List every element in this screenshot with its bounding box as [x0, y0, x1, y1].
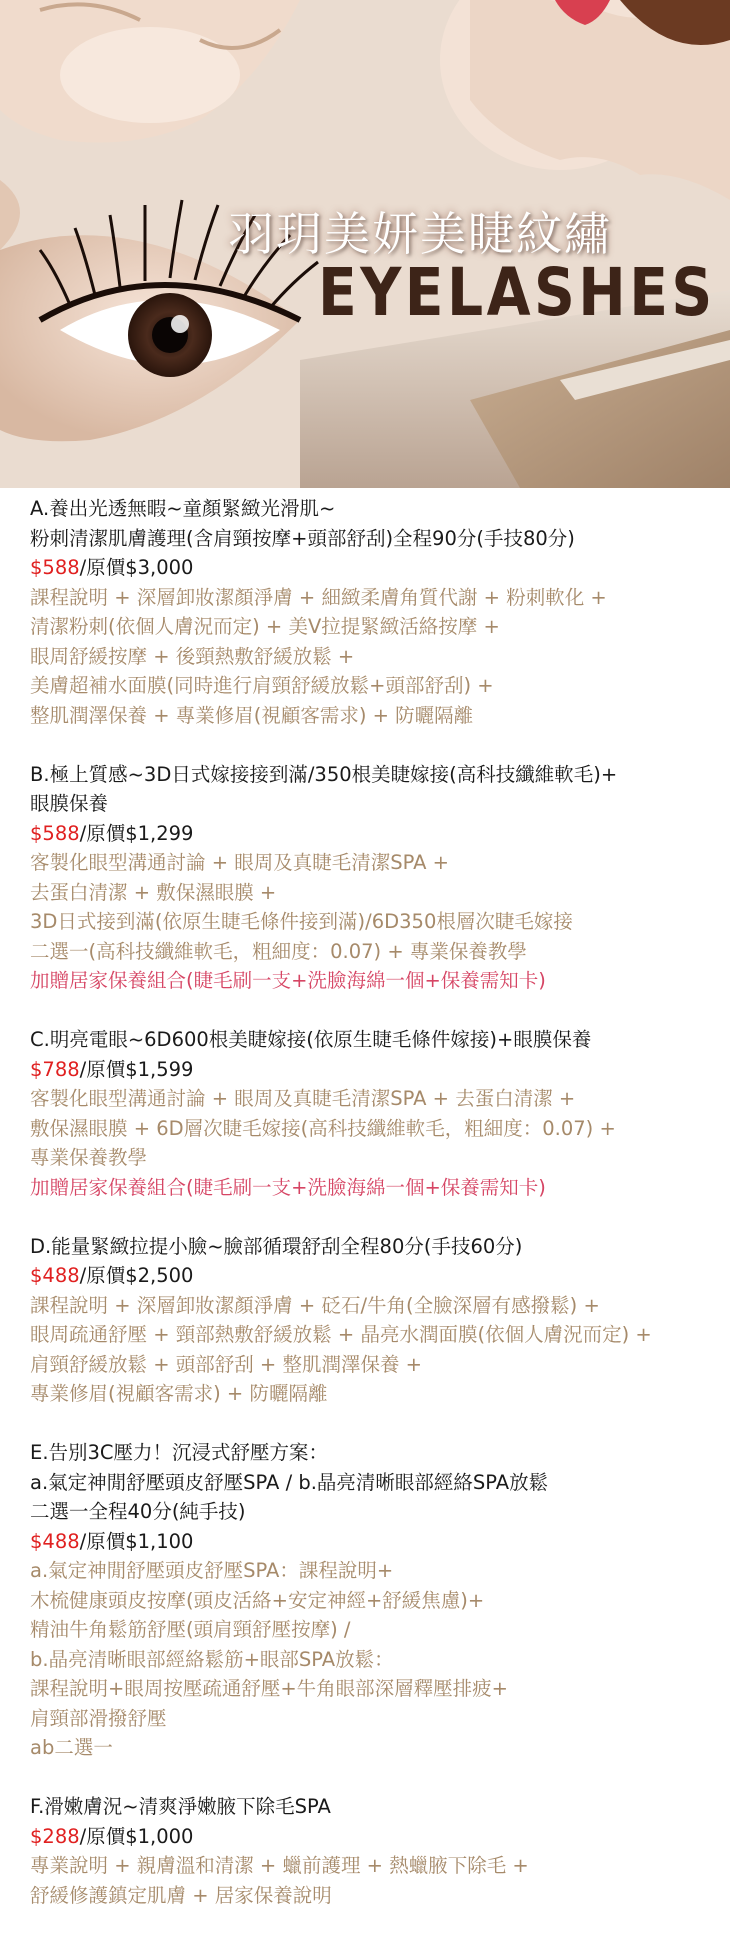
hero-subtitle: EYELASHES: [318, 254, 716, 331]
service-description: 舒緩修護鎮定肌膚 + 居家保養說明: [30, 1883, 332, 1907]
original-price: /原價$1,299: [79, 821, 194, 845]
service-description: ab二選一: [30, 1736, 113, 1759]
sale-price: $288: [30, 1824, 80, 1848]
service-description: 課程說明+眼周按壓疏通舒壓+牛角眼部深層釋壓排疲+: [30, 1677, 509, 1700]
sale-price: $488: [30, 1264, 80, 1287]
service-description: 肩頸部滑撥舒壓: [30, 1706, 167, 1730]
service-description: 課程說明 + 深層卸妝潔顏淨膚 + 細緻柔膚角質代謝 + 粉刺軟化 +: [30, 585, 607, 609]
service-description: 整肌潤澤保養 + 專業修眉(視顧客需求) + 防曬隔離: [30, 703, 474, 727]
price-line: [30, 1822, 725, 1852]
service-title: A.養出光透無暇~童顏緊緻光滑肌~: [30, 497, 336, 520]
service-description: b.晶亮清晰眼部經絡鬆筋+眼部SPA放鬆：: [30, 1647, 394, 1671]
original-price: /原價$1,599: [79, 1057, 194, 1081]
price-line: [30, 1261, 725, 1291]
service-description: 清潔粉刺(依個人膚況而定) + 美V拉提緊緻活絡按摩 +: [30, 615, 500, 638]
service-title: B.極上質感~3D日式嫁接接到滿/350根美睫嫁接(高科技纖維軟毛)+: [30, 762, 618, 786]
sale-price: $588: [30, 556, 80, 579]
service-title: C.明亮電眼~6D600根美睫嫁接(依原生睫毛條件嫁接)+眼膜保養: [30, 1028, 592, 1051]
bonus-gift: 加贈居家保養組合(睫毛刷一支+洗臉海綿一個+保養需知卡): [30, 969, 546, 992]
service-description: 精油牛角鬆筋舒壓(頭肩頸舒壓按摩) /: [30, 1618, 351, 1641]
service-description: 二選一(高科技纖維軟毛，粗細度：0.07) + 專業保養教學: [30, 939, 527, 963]
service-title: D.能量緊緻拉提小臉~臉部循環舒刮全程80分(手技60分): [30, 1234, 523, 1258]
service-description: 敷保濕眼膜 + 6D層次睫毛嫁接(高科技纖維軟毛，粗細度：0.07) +: [30, 1116, 616, 1140]
service-item-d: [30, 1232, 725, 1409]
service-title: F.滑嫩膚況~清爽淨嫩腋下除毛SPA: [30, 1795, 331, 1818]
service-description: 肩頸舒緩放鬆 + 頭部舒刮 + 整肌潤澤保養 +: [30, 1352, 423, 1376]
service-description: 美膚超補水面膜(同時進行肩頸舒緩放鬆+頭部舒刮) +: [30, 674, 494, 697]
service-description: 專業保養教學: [30, 1146, 148, 1169]
sale-price: $588: [30, 821, 80, 845]
service-description: 客製化眼型溝通討論 + 眼周及真睫毛清潔SPA + 去蛋白清潔 +: [30, 1087, 576, 1110]
service-description: 客製化眼型溝通討論 + 眼周及真睫毛清潔SPA +: [30, 851, 450, 874]
hero-title: 羽玥美妍美睫紋繡: [228, 207, 612, 261]
bonus-gift: 加贈居家保養組合(睫毛刷一支+洗臉海綿一個+保養需知卡): [30, 1175, 546, 1199]
service-description: 專業修眉(視顧客需求) + 防曬隔離: [30, 1382, 328, 1405]
service-description: 去蛋白清潔 + 敷保濕眼膜 +: [30, 880, 277, 904]
original-price: /原價$3,000: [79, 556, 194, 579]
service-description: 課程說明 + 深層卸妝潔顏淨膚 + 砭石/牛角(全臉深層有感撥鬆) +: [30, 1293, 600, 1317]
hero-banner: [0, 0, 730, 488]
sale-price: $788: [30, 1057, 80, 1081]
price-line: [30, 1055, 725, 1085]
service-item-a: [30, 494, 725, 730]
service-description: 專業說明 + 親膚溫和清潔 + 蠟前護理 + 熱蠟腋下除毛 +: [30, 1854, 529, 1877]
service-title: 粉刺清潔肌膚護理(含肩頸按摩+頭部舒刮)全程90分(手技80分): [30, 526, 575, 550]
service-description: 眼周疏通舒壓 + 頸部熱敷舒緩放鬆 + 晶亮水潤面膜(依個人膚況而定) +: [30, 1323, 652, 1346]
original-price: /原價$1,100: [79, 1529, 194, 1553]
service-description: 3D日式接到滿(依原生睫毛條件接到滿)/6D350根層次睫毛嫁接: [30, 910, 573, 933]
service-item-e: [30, 1438, 725, 1763]
service-description: 木梳健康頭皮按摩(頭皮活絡+安定神經+舒緩焦慮)+: [30, 1588, 485, 1612]
service-item-b: [30, 760, 725, 996]
price-line: [30, 819, 725, 849]
original-price: /原價$2,500: [79, 1264, 194, 1287]
service-title: 眼膜保養: [30, 792, 109, 815]
price-line: [30, 553, 725, 583]
service-item-c: [30, 1025, 725, 1202]
service-title: 二選一全程40分(純手技): [30, 1500, 246, 1523]
price-line: [30, 1527, 725, 1557]
service-item-f: [30, 1792, 725, 1910]
service-title: a.氣定神閒舒壓頭皮舒壓SPA / b.晶亮清晰眼部經絡SPA放鬆: [30, 1470, 549, 1494]
service-description: 眼周舒緩按摩 + 後頸熱敷舒緩放鬆 +: [30, 644, 355, 668]
service-list: [30, 494, 725, 1940]
service-title: E.告別3C壓力！沉浸式舒壓方案：: [30, 1441, 329, 1464]
original-price: /原價$1,000: [79, 1824, 194, 1848]
service-description: a.氣定神閒舒壓頭皮舒壓SPA：課程說明+: [30, 1559, 394, 1582]
sale-price: $488: [30, 1529, 80, 1553]
